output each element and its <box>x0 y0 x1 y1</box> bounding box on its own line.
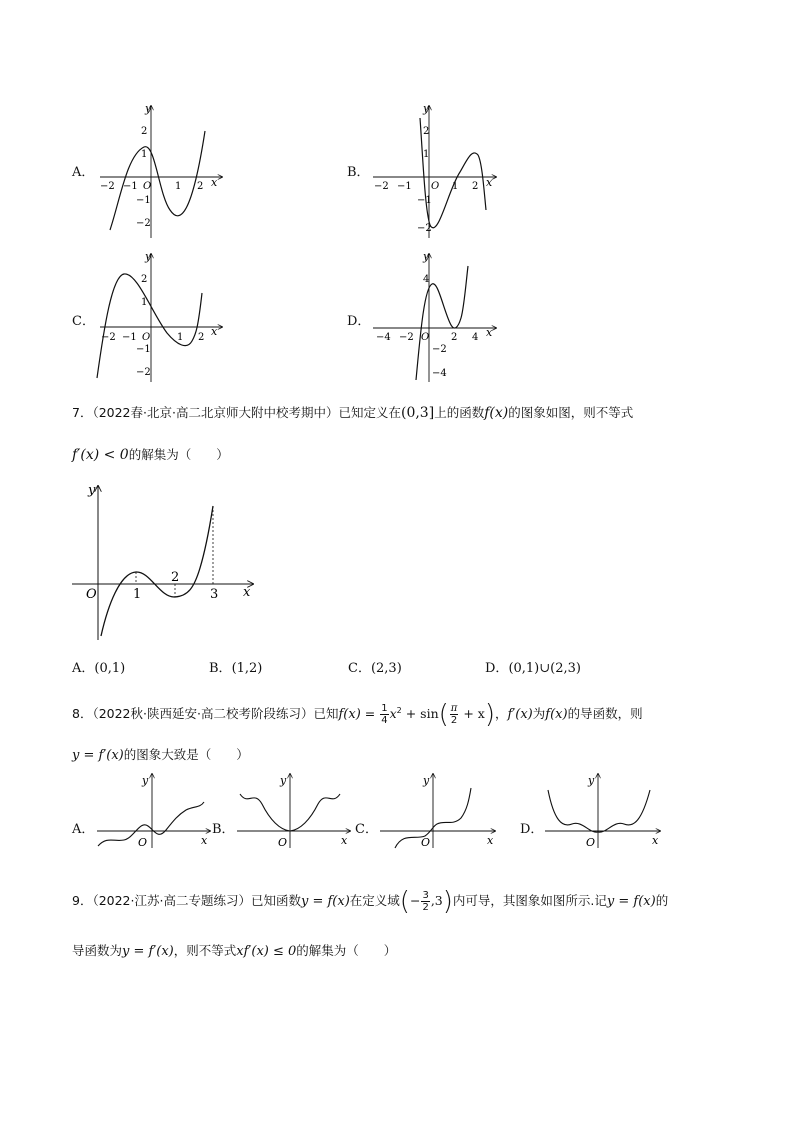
origin-label: O <box>86 587 97 602</box>
question-number: 9． <box>72 893 93 908</box>
y-axis-label: y <box>423 250 430 263</box>
curve <box>97 274 205 378</box>
x-axis-label: x <box>652 834 659 847</box>
curve <box>548 790 650 832</box>
origin-label: O <box>421 332 430 343</box>
question-source: （2022春·北京·高二北京师大附中校考期中） <box>92 405 339 420</box>
q9-stem-line2: 导函数为y = f′(x)，则不等式xf′(x) ≤ 0的解集为（ ） <box>72 943 397 959</box>
q7-stem-line1: 7．（2022春·北京·高二北京师大附中校考期中）已知定义在(0,3]上的函数f(x)的图象如图，则不等式 <box>72 405 634 421</box>
q6-option-b-graph[interactable] <box>368 100 508 240</box>
tick-label: −1 <box>397 181 412 192</box>
q8-stem-line2: y = f′(x)的图象大致是（ ） <box>72 747 249 763</box>
q7-choice-b[interactable]: B．(1,2) <box>209 661 263 676</box>
tick-label: 1 <box>452 181 459 192</box>
q7-choice-a[interactable]: A．(0,1) <box>72 661 126 676</box>
q6-option-c-graph[interactable] <box>92 248 232 388</box>
q8-option-c-graph[interactable] <box>375 770 500 850</box>
tick-label: 1 <box>423 149 430 160</box>
tick-label: 2 <box>197 181 204 192</box>
question-source: （2022·江苏·高二专题练习） <box>92 893 251 908</box>
tick-label: −2 <box>100 181 115 192</box>
tick-label: −2 <box>399 332 414 343</box>
tick-label: −2 <box>101 332 116 343</box>
y-axis-label: y <box>423 102 430 115</box>
x-axis-label: x <box>487 834 494 847</box>
tick-label: −2 <box>374 181 389 192</box>
question-number: 8． <box>72 706 93 722</box>
y-axis-label: y <box>142 774 149 787</box>
origin-label: O <box>138 836 148 849</box>
y-axis-label: y <box>280 774 287 787</box>
origin-label: O <box>278 836 288 849</box>
tick-label: 4 <box>423 274 430 285</box>
curve <box>101 506 213 636</box>
q8-stem-line1: 8．（2022秋·陕西延安·高二校考阶段练习）已知f(x) = $\frac{1}{4}$ $x^2 + \sin$( $\frac{\pi}{2}$ + x)，f′(x)为f(x)的导函数，则 <box>72 699 643 730</box>
q8-option-c-label[interactable]: C． <box>355 822 378 837</box>
tick-label: 1 <box>141 149 148 160</box>
origin-label: O <box>142 332 151 343</box>
y-axis-label: y <box>145 250 152 263</box>
x-axis-label: x <box>243 585 251 600</box>
origin-label: O <box>421 836 431 849</box>
tick-label: 1 <box>175 181 182 192</box>
curve <box>420 118 486 228</box>
curve <box>110 131 205 230</box>
x-axis-label: x <box>486 176 493 189</box>
tick-label: 1 <box>141 297 148 308</box>
q6-option-a-graph[interactable] <box>92 100 232 240</box>
q8-option-a-graph[interactable] <box>92 770 212 850</box>
x-axis-label: x <box>211 325 218 338</box>
tick-label: −1 <box>122 332 137 343</box>
tick-label: 1 <box>133 587 142 602</box>
q7-function-graph <box>68 480 268 645</box>
x-axis-label: x <box>486 326 493 339</box>
q6-option-b-label[interactable]: B． <box>347 165 370 180</box>
curve <box>98 802 204 846</box>
y-axis-label: y <box>145 102 152 115</box>
tick-label: 2 <box>141 126 148 137</box>
tick-label: −4 <box>432 368 447 379</box>
q8-option-d-label[interactable]: D． <box>520 822 544 837</box>
q7-choice-d[interactable]: D．(0,1)∪(2,3) <box>485 661 581 676</box>
x-axis-label: x <box>201 834 208 847</box>
q6-option-a-label[interactable]: A． <box>72 165 95 180</box>
tick-label: 2 <box>423 126 430 137</box>
tick-label: −2 <box>432 344 447 355</box>
origin-label: O <box>586 836 596 849</box>
q6-option-d-graph[interactable] <box>368 248 508 388</box>
tick-label: −2 <box>136 367 151 378</box>
q8-option-d-graph[interactable] <box>540 770 665 850</box>
x-axis-label: x <box>341 834 348 847</box>
tick-label: −2 <box>417 223 432 234</box>
tick-label: 2 <box>141 274 148 285</box>
y-axis-label: y <box>588 774 595 787</box>
question-number: 7． <box>72 405 93 420</box>
tick-label: 4 <box>472 332 479 343</box>
x-axis-label: x <box>211 176 218 189</box>
origin-label: O <box>143 181 152 192</box>
tick-label: 2 <box>171 570 180 585</box>
q8-option-b-graph[interactable] <box>232 770 352 850</box>
q7-stem-line2: f′(x) < 0的解集为（ ） <box>72 447 229 463</box>
tick-label: −1 <box>123 181 138 192</box>
tick-label: −1 <box>417 195 432 206</box>
tick-label: −1 <box>136 195 151 206</box>
tick-label: 2 <box>451 332 458 343</box>
question-source: （2022秋·陕西延安·高二校考阶段练习） <box>92 706 314 722</box>
tick-label: −4 <box>376 332 391 343</box>
tick-label: −1 <box>136 344 151 355</box>
tick-label: 2 <box>198 332 205 343</box>
q6-option-c-label[interactable]: C． <box>72 314 95 329</box>
tick-label: 1 <box>177 332 184 343</box>
q8-option-a-label[interactable]: A． <box>72 822 95 837</box>
q6-option-d-label[interactable]: D． <box>347 314 371 329</box>
origin-label: O <box>431 181 440 192</box>
tick-label: 3 <box>210 587 219 602</box>
q7-choice-c[interactable]: C．(2,3) <box>348 661 402 676</box>
tick-label: 2 <box>472 181 479 192</box>
y-axis-label: y <box>423 774 430 787</box>
q8-option-b-label[interactable]: B． <box>212 822 235 837</box>
q9-stem-line1: 9．（2022·江苏·高二专题练习）已知函数y = f(x)在定义域(− $\frac{3}{2}$ ,3)内可导，其图象如图所示.记y = f(x)的 <box>72 886 669 917</box>
y-axis-label: y <box>88 483 96 498</box>
tick-label: −2 <box>136 218 151 229</box>
